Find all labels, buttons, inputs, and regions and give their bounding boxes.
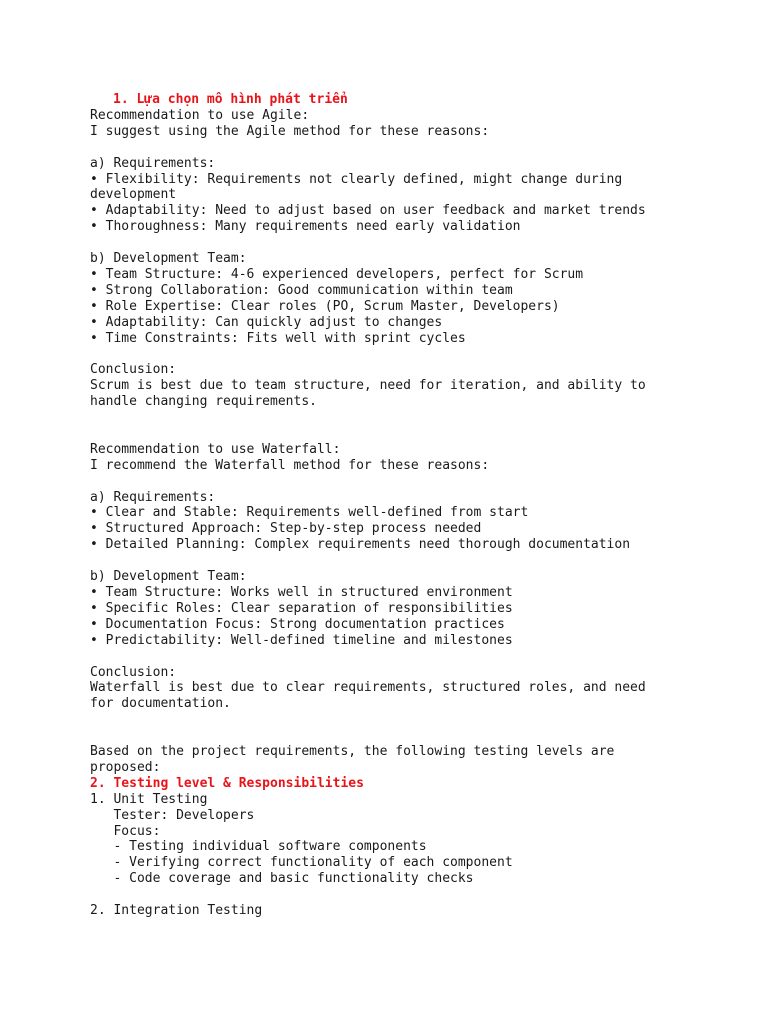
unit-testing-item: - Code coverage and basic functionality checks: [90, 871, 474, 887]
spacer: [90, 712, 750, 744]
agile-intro: I suggest using the Agile method for these reasons:: [90, 123, 490, 139]
waterfall-req-item: • Clear and Stable: Requirements well-defined from start: [90, 505, 529, 521]
agile-team-title: b) Development Team:: [90, 251, 247, 267]
agile-team-item: • Strong Collaboration: Good communication within team: [90, 282, 513, 298]
agile-req-item: • Flexibility: Requirements not clearly defined, might change during: [90, 171, 623, 187]
waterfall-req-item: • Structured Approach: Step-by-step process needed: [90, 521, 482, 537]
spacer: [90, 235, 750, 251]
waterfall-req-title: a) Requirements:: [90, 489, 216, 505]
testing-intro-line: proposed:: [90, 759, 161, 775]
waterfall-title: Recommendation to use Waterfall:: [90, 441, 341, 457]
spacer: [90, 474, 750, 490]
agile-team-item: • Time Constraints: Fits well with sprint cycles: [90, 330, 466, 346]
waterfall-team-item: • Documentation Focus: Strong documentation practices: [90, 616, 505, 632]
waterfall-req-item: • Detailed Planning: Complex requirements need thorough documentation: [90, 537, 631, 553]
agile-team-item: • Team Structure: 4-6 experienced developers, perfect for Scrum: [90, 266, 584, 282]
agile-team-item: • Role Expertise: Clear roles (PO, Scrum Master, Developers): [90, 298, 560, 314]
waterfall-team-item: • Team Structure: Works well in structured environment: [90, 585, 513, 600]
agile-req-item: development: [90, 187, 177, 203]
document-page: [90, 92, 750, 919]
waterfall-conclusion-title: Conclusion:: [90, 664, 177, 680]
agile-conclusion-line: handle changing requirements.: [90, 394, 317, 410]
unit-testing-item: - Testing individual software components: [90, 839, 427, 855]
unit-testing-focus: Focus:: [90, 823, 161, 839]
agile-conclusion-line: Scrum is best due to team structure, need for iteration, and ability to: [90, 378, 646, 394]
agile-req-item: • Adaptability: Need to adjust based on user feedback and market trends: [90, 203, 646, 219]
waterfall-team-title: b) Development Team:: [90, 569, 247, 585]
spacer: [90, 887, 750, 903]
unit-testing-item: - Verifying correct functionality of each component: [90, 855, 513, 871]
waterfall-team-item: • Specific Roles: Clear separation of responsibilities: [90, 600, 513, 616]
waterfall-intro: I recommend the Waterfall method for these reasons:: [90, 457, 490, 473]
agile-title: Recommendation to use Agile:: [90, 107, 310, 123]
spacer: [90, 140, 750, 156]
spacer: [90, 649, 750, 665]
spacer: [90, 553, 750, 569]
waterfall-conclusion-line: for documentation.: [90, 696, 231, 712]
section2-heading: 2. Testing level & Responsibilities: [90, 775, 364, 791]
agile-team-item: • Adaptability: Can quickly adjust to changes: [90, 314, 443, 330]
waterfall-conclusion-line: Waterfall is best due to clear requirements, structured roles, and need: [90, 680, 646, 696]
section1-heading: 1. Lựa chọn mô hình phát triển: [113, 92, 348, 107]
unit-testing-title: 1. Unit Testing: [90, 791, 208, 807]
waterfall-team-item: • Predictability: Well-defined timeline and milestones: [90, 632, 513, 648]
agile-req-item: • Thoroughness: Many requirements need early validation: [90, 219, 521, 235]
integration-testing-title: 2. Integration Testing: [90, 903, 263, 919]
agile-conclusion-title: Conclusion:: [90, 362, 177, 378]
testing-intro-line: Based on the project requirements, the following testing levels are: [90, 744, 615, 760]
spacer: [90, 346, 750, 362]
spacer: [90, 410, 750, 442]
agile-req-title: a) Requirements:: [90, 155, 216, 171]
unit-testing-tester: Tester: Developers: [90, 807, 255, 823]
